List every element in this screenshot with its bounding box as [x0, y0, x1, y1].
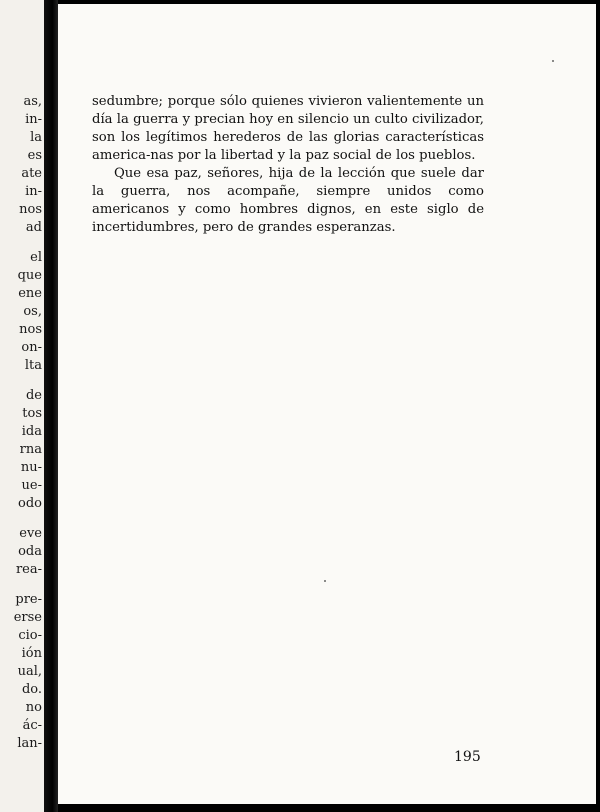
paper-speck [552, 60, 554, 62]
facing-text-fragment: nos [19, 322, 42, 337]
facing-text-fragment: que [17, 268, 42, 283]
facing-text-fragment: os, [23, 304, 42, 319]
facing-text-fragment: do. [21, 682, 42, 697]
facing-text-fragment: in- [25, 112, 42, 127]
facing-text-fragment: as, [23, 94, 42, 109]
facing-text-fragment: lta [24, 358, 42, 373]
facing-text-fragment: ene [18, 286, 42, 301]
facing-text-fragment: lan- [17, 736, 42, 751]
facing-text-fragment: eve [19, 526, 42, 541]
facing-page [0, 0, 44, 812]
facing-text-fragment: ual, [17, 664, 42, 679]
facing-text-fragment: nu- [20, 460, 42, 475]
facing-text-fragment: de [25, 388, 42, 403]
facing-text-fragment: ate [21, 166, 42, 181]
facing-text-fragment: tos [22, 406, 42, 421]
facing-text-fragment: la [30, 130, 42, 145]
paragraph: sedumbre; porque sólo quienes vivieron valientemente un día la guerra y precian hoy en silencio un culto civilizador, son los legítimos herederos de las glorias características america-nas por la libertad y la paz social de los pueblos. [92, 94, 484, 163]
facing-text-fragment: es [27, 148, 42, 163]
facing-text-fragment: rna [19, 442, 42, 457]
body-text [92, 93, 484, 237]
main-page [58, 4, 596, 804]
facing-text-fragment: nos [19, 202, 42, 217]
facing-text-fragment: in- [25, 184, 42, 199]
facing-text-fragment: oda [18, 544, 42, 559]
book-gutter [44, 0, 58, 812]
facing-text-fragment: ión [21, 646, 42, 661]
facing-text-fragment: ad [25, 220, 42, 235]
facing-text-fragment: el [30, 250, 42, 265]
page-edge [596, 0, 600, 812]
facing-text-fragment: erse [13, 610, 42, 625]
facing-text-fragment: pre- [15, 592, 42, 607]
facing-text-fragment: on- [21, 340, 42, 355]
facing-text-fragment: odo [18, 496, 42, 511]
page-number: 195 [454, 749, 481, 765]
facing-text-fragment: no [25, 700, 42, 715]
paragraph: Que esa paz, señores, hija de la lección que suele dar la guerra, nos acompañe, siempre unidos como americanos y como hombres dignos, en este siglo de incertidumbres, pero de grandes esperanzas. [92, 166, 484, 235]
paper-speck [324, 580, 326, 582]
facing-text-fragment: ue- [21, 478, 42, 493]
facing-text-fragment: rea- [15, 562, 42, 577]
facing-text-fragment: cio- [18, 628, 42, 643]
facing-text-fragment: ida [21, 424, 42, 439]
facing-text-fragment: ác- [22, 718, 42, 733]
